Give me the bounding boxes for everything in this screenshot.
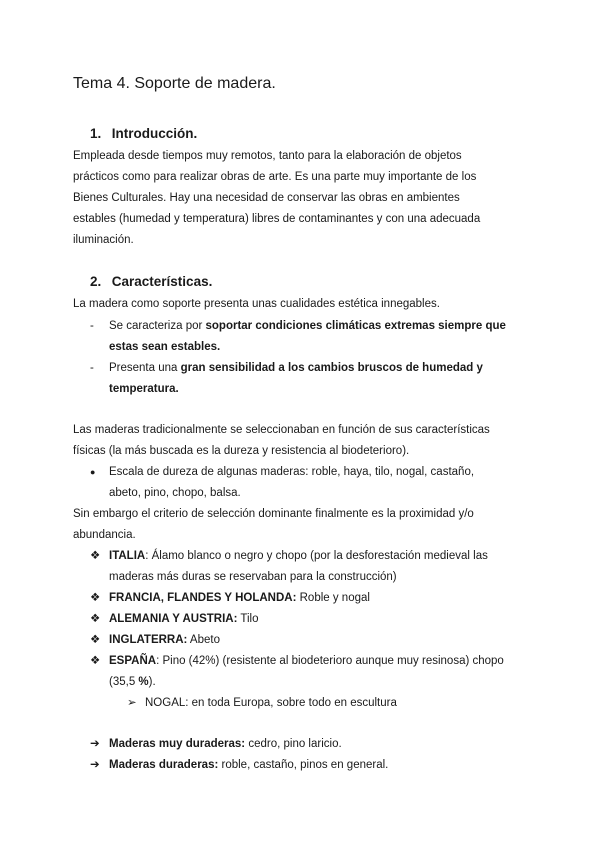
country-woods: Roble y nogal — [296, 592, 370, 604]
arrow-item-text: roble, castaño, pinos en general. — [218, 759, 389, 771]
country-woods: : Álamo blanco o negro y chopo (por la desforestación medieval las — [145, 550, 488, 562]
arrow-right-icon: ➔ — [90, 738, 100, 750]
diamond-bullet-icon: ❖ — [90, 613, 101, 625]
section-heading-introduccion — [90, 125, 197, 143]
country-woods: Tilo — [237, 613, 259, 625]
arrow-item-text: cedro, pino laricio. — [245, 738, 342, 750]
country-woods: Abeto — [187, 634, 220, 646]
country-name: ITALIA — [109, 550, 146, 562]
paragraph-line: prácticos como para realizar obras de arte. Es una parte muy importante de los — [73, 171, 477, 183]
diamond-bullet-icon: ❖ — [90, 655, 101, 667]
dash-item-1 — [109, 316, 506, 337]
country-item-italia — [109, 546, 488, 567]
arrow-item-label: Maderas muy duraderas: — [109, 738, 246, 750]
arrowhead-bullet-icon: ➢ — [127, 697, 137, 709]
section-title: Introducción. — [111, 126, 198, 141]
selection-paragraph-line-2: físicas (la más buscada es la dureza y resistencia al biodeterioro). — [73, 445, 410, 457]
dash-item-2 — [109, 358, 483, 379]
country-item-espana-continued — [109, 672, 156, 693]
dash-item-text: Se caracteriza por — [109, 320, 206, 332]
page-title: Tema 4. Soporte de madera. — [73, 75, 276, 92]
dash-item-2-continued — [109, 379, 179, 400]
characteristics-intro: La madera como soporte presenta unas cualidades estética innegables. — [73, 298, 440, 310]
paragraph-line: iluminación. — [73, 234, 134, 246]
section-heading-caracteristicas — [90, 273, 212, 291]
country-woods: ). — [148, 676, 156, 688]
percent-sign: % — [138, 676, 149, 688]
country-item-francia — [109, 588, 370, 609]
arrow-item-muy-duraderas — [109, 734, 342, 755]
criteria-paragraph-line-2: abundancia. — [73, 529, 136, 541]
diamond-bullet-icon: ❖ — [90, 592, 101, 604]
intro-paragraph — [73, 146, 523, 251]
country-item-inglaterra — [109, 630, 220, 651]
diamond-bullet-icon: ❖ — [90, 550, 101, 562]
country-name: FRANCIA, FLANDES Y HOLANDA: — [109, 592, 297, 604]
selection-paragraph-line-1: Las maderas tradicionalmente se seleccionaban en función de sus características — [73, 424, 490, 436]
dash-item-bold: gran sensibilidad a los cambios bruscos de humedad y — [180, 362, 483, 374]
dash-item-bold: estas sean estables. — [109, 341, 221, 353]
section-number: 1. — [90, 126, 102, 141]
arrow-right-icon: ➔ — [90, 759, 100, 771]
dash-marker: - — [90, 320, 94, 332]
section-title: Características. — [111, 274, 213, 289]
dash-marker: - — [90, 362, 94, 374]
country-name: INGLATERRA: — [109, 634, 188, 646]
country-item-italia-continued: maderas más duras se reservaban para la construcción) — [109, 571, 397, 583]
dash-item-1-continued — [109, 337, 220, 358]
dash-item-text: Presenta una — [109, 362, 181, 374]
hardness-scale-line-2: abeto, pino, chopo, balsa. — [109, 487, 241, 499]
diamond-bullet-icon: ❖ — [90, 634, 101, 646]
country-name: ESPAÑA — [109, 655, 157, 667]
country-woods: : Pino (42%) (resistente al biodeterioro aunque muy resinosa) chopo — [156, 655, 504, 667]
paragraph-line: estables (humedad y temperatura) libres de contaminantes y con una adecuada — [73, 213, 481, 225]
criteria-paragraph-line-1: Sin embargo el criterio de selección dominante finalmente es la proximidad y/o — [73, 508, 474, 520]
paragraph-line: Bienes Culturales. Hay una necesidad de conservar las obras en ambientes — [73, 192, 460, 204]
dash-item-bold: soportar condiciones climáticas extremas siempre que — [205, 320, 506, 332]
country-item-alemania — [109, 609, 259, 630]
paragraph-line: Empleada desde tiempos muy remotos, tanto para la elaboración de objetos — [73, 150, 462, 162]
country-name: ALEMANIA Y AUSTRIA: — [109, 613, 238, 625]
bullet-icon: ● — [90, 467, 96, 477]
hardness-scale-line-1: Escala de dureza de algunas maderas: roble, haya, tilo, nogal, castaño, — [109, 466, 475, 478]
arrow-item-duraderas — [109, 755, 388, 776]
section-number: 2. — [90, 274, 102, 289]
dash-item-bold: temperatura. — [109, 383, 179, 395]
sub-item-nogal: NOGAL: en toda Europa, sobre todo en escultura — [145, 697, 397, 709]
arrow-item-label: Maderas duraderas: — [109, 759, 219, 771]
country-item-espana — [109, 651, 504, 672]
country-woods: (35,5 — [109, 676, 139, 688]
